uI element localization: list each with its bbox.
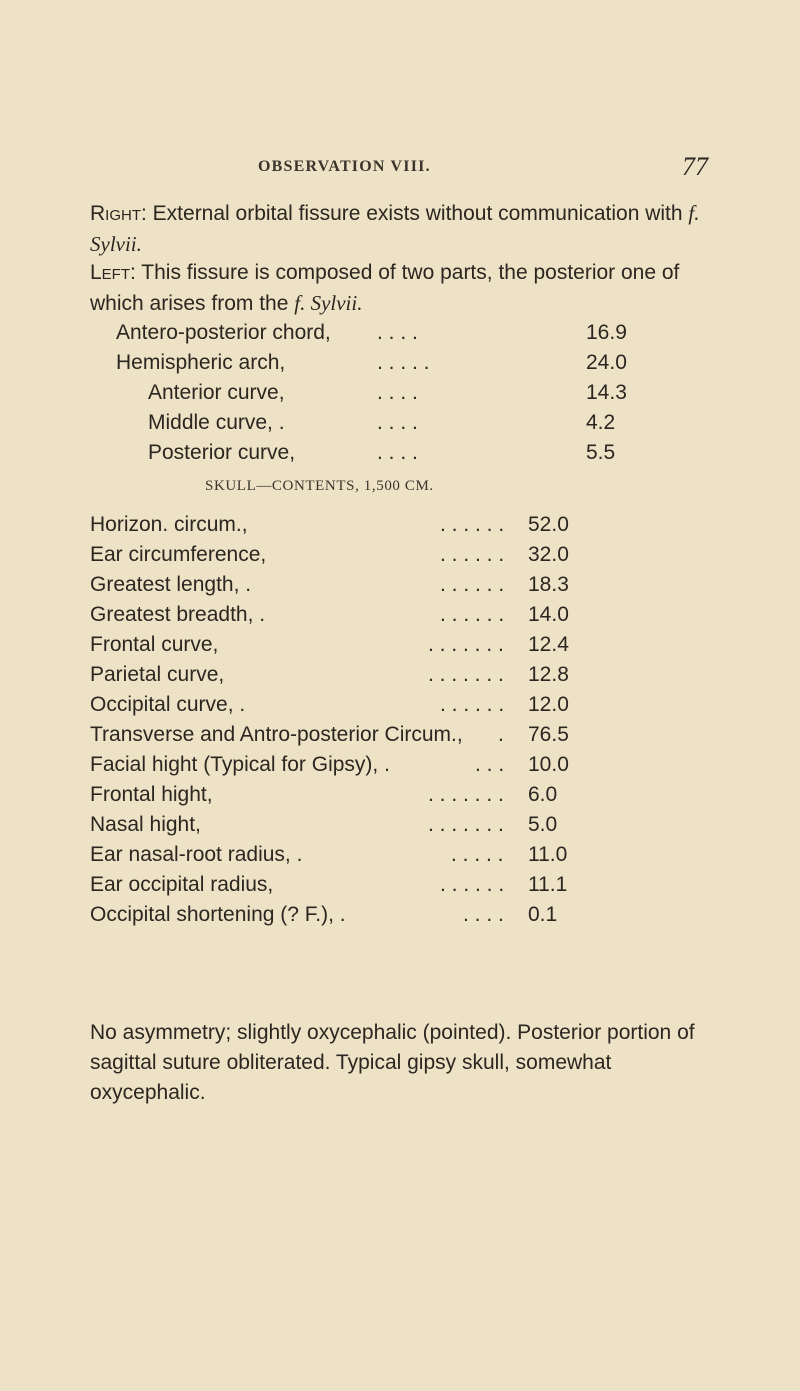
chapter-title: OBSERVATION VIII. xyxy=(258,158,431,175)
row-value: 5.5 xyxy=(586,441,616,464)
paragraph-left xyxy=(90,258,710,319)
table-row xyxy=(90,660,712,690)
table-row xyxy=(90,630,712,660)
row-label: Frontal curve, xyxy=(90,633,219,656)
row-leader-dots: . xyxy=(498,723,504,746)
row-label: Transverse and Antro-posterior Circum., xyxy=(90,723,463,746)
row-leader-dots: . . . . . . xyxy=(440,513,505,536)
row-leader-dots: . . . xyxy=(475,753,505,776)
row-label: Greatest breadth, . xyxy=(90,603,266,626)
row-value: 76.5 xyxy=(528,723,569,746)
row-leader-dots: . . . . . xyxy=(451,843,504,866)
para-text-right: : External orbital fissure exists without communication with xyxy=(141,202,689,225)
row-value: 10.0 xyxy=(528,753,569,776)
row-label: Ear nasal-root radius, . xyxy=(90,843,303,866)
row-value: 24.0 xyxy=(586,351,627,374)
row-label: Frontal hight, xyxy=(90,783,213,806)
row-value: 18.3 xyxy=(528,573,569,596)
row-value: 4.2 xyxy=(586,411,616,434)
table-row xyxy=(90,810,712,840)
row-label: Occipital curve, . xyxy=(90,693,246,716)
table-row xyxy=(90,690,712,720)
row-leader-dots: . . . . . . xyxy=(440,873,505,896)
row-leader-dots: . . . . . . . xyxy=(428,783,504,806)
row-leader-dots: . . . . xyxy=(377,381,418,404)
row-leader-dots: . . . . xyxy=(377,321,418,344)
table-row xyxy=(116,378,712,408)
row-label: Horizon. circum., xyxy=(90,513,248,536)
row-label: Facial hight (Typical for Gipsy), . xyxy=(90,753,390,776)
brain-measurements-table xyxy=(116,318,712,468)
table-row xyxy=(90,780,712,810)
row-value: 5.0 xyxy=(528,813,558,836)
table-row xyxy=(90,750,712,780)
row-value: 52.0 xyxy=(528,513,569,536)
row-label: Occipital shortening (? F.), . xyxy=(90,903,346,926)
conclusion-paragraph: No asymmetry; slightly oxycephalic (pointed). Posterior portion of sagittal suture obliterated. Typical gipsy skull, somewhat oxycephalic. xyxy=(90,1021,695,1104)
row-leader-dots: . . . . . . xyxy=(440,543,505,566)
para-lead-left: Left xyxy=(90,261,131,284)
row-value: 12.4 xyxy=(528,633,569,656)
row-leader-dots: . . . . xyxy=(377,411,418,434)
row-value: 12.0 xyxy=(528,693,569,716)
row-leader-dots: . . . . . . . xyxy=(428,663,504,686)
row-label: Hemispheric arch, xyxy=(116,351,286,374)
paragraph-right xyxy=(90,198,710,260)
table-row xyxy=(90,870,712,900)
table-row xyxy=(90,720,712,750)
skull-contents-heading: SKULL—CONTENTS, 1,500 CM. xyxy=(205,478,434,494)
row-leader-dots: . . . . . xyxy=(377,351,430,374)
row-value: 11.1 xyxy=(528,873,568,896)
row-value: 32.0 xyxy=(528,543,569,566)
row-leader-dots: . . . . . . xyxy=(440,603,505,626)
table-row xyxy=(116,348,712,378)
row-label: Ear occipital radius, xyxy=(90,873,274,896)
row-value: 0.1 xyxy=(528,903,558,926)
row-value: 14.0 xyxy=(528,603,569,626)
row-leader-dots: . . . . xyxy=(463,903,504,926)
table-row xyxy=(90,570,712,600)
row-label: Anterior curve, xyxy=(148,381,285,404)
table-row xyxy=(90,540,712,570)
table-row xyxy=(90,840,712,870)
para-italic-right: f. Sylvii. xyxy=(90,201,700,256)
row-leader-dots: . . . . xyxy=(377,441,418,464)
row-value: 6.0 xyxy=(528,783,558,806)
row-label: Posterior curve, xyxy=(148,441,296,464)
row-value: 14.3 xyxy=(586,381,627,404)
row-leader-dots: . . . . . . . xyxy=(428,813,504,836)
running-header xyxy=(258,152,708,186)
table-row xyxy=(90,900,712,930)
row-label: Nasal hight, xyxy=(90,813,201,836)
page-number: 77 xyxy=(682,152,708,181)
row-leader-dots: . . . . . . xyxy=(440,693,505,716)
row-value: 16.9 xyxy=(586,321,627,344)
table-row xyxy=(116,438,712,468)
table-row xyxy=(116,408,712,438)
row-leader-dots: . . . . . . . xyxy=(428,633,504,656)
row-leader-dots: . . . . . . xyxy=(440,573,505,596)
row-label: Parietal curve, xyxy=(90,663,225,686)
row-value: 12.8 xyxy=(528,663,569,686)
row-label: Middle curve, . xyxy=(148,411,285,434)
para-text-left: : This fissure is composed of two parts, the posterior one of which arises from the xyxy=(90,261,680,315)
skull-measurements-table xyxy=(90,510,712,930)
row-label: Ear circumference, xyxy=(90,543,267,566)
table-row xyxy=(90,600,712,630)
para-italic-left: f. Sylvii. xyxy=(294,291,363,315)
row-label: Antero-posterior chord, xyxy=(116,321,331,344)
table-row xyxy=(90,510,712,540)
row-value: 11.0 xyxy=(528,843,568,866)
row-label: Greatest length, . xyxy=(90,573,252,596)
para-lead-right: Right xyxy=(90,202,141,225)
table-row xyxy=(116,318,712,348)
